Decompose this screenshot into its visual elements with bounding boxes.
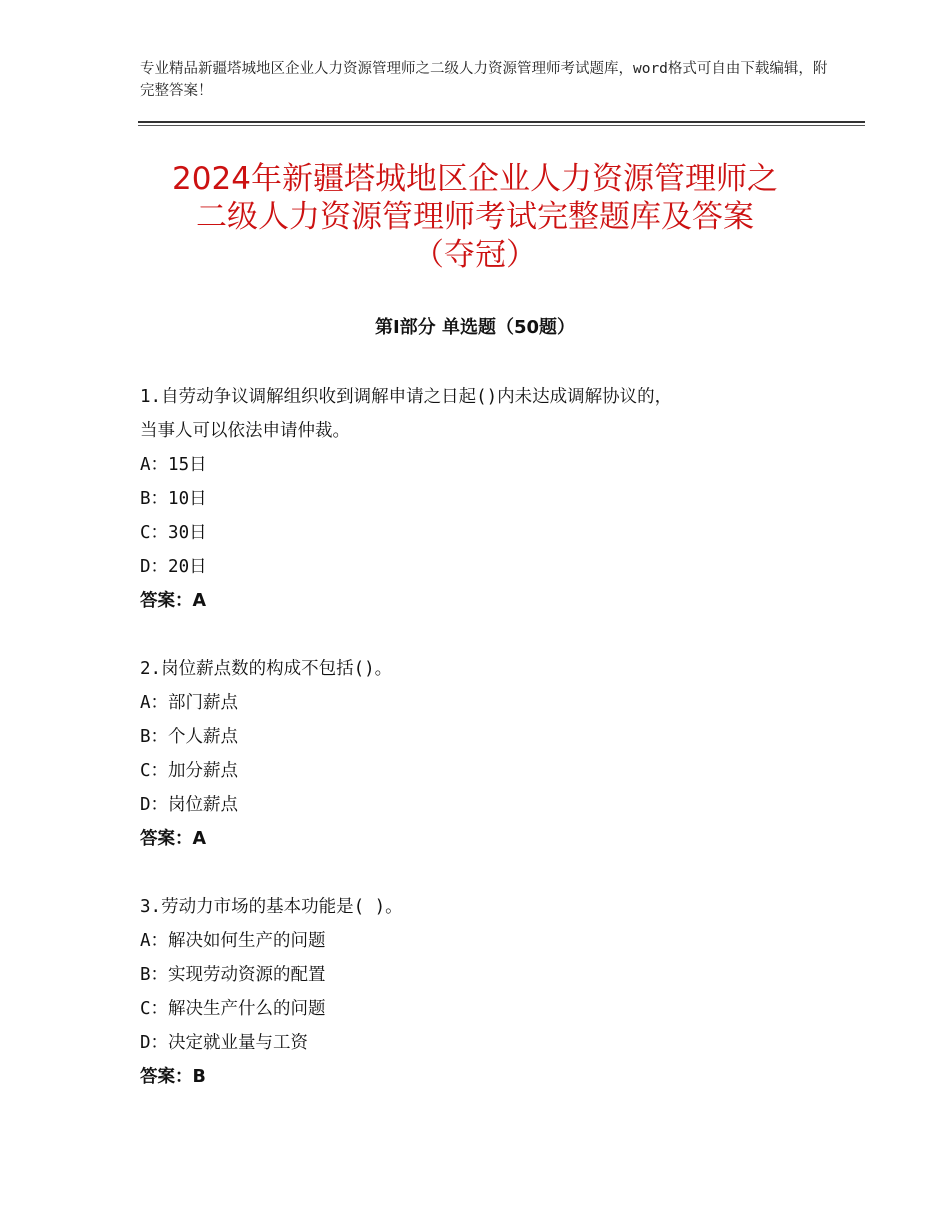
question-item [140,890,800,1094]
option-c: C：解决生产什么的问题 [140,999,326,1019]
question-stem: 3.劳动力市场的基本功能是( )。 [140,897,403,917]
question-stem: 当事人可以依法申请仲裁。 [140,421,350,441]
question-list [140,380,800,1094]
option-b: B：10日 [140,489,207,509]
header-rule-thin [138,125,865,126]
option-a: A：部门薪点 [140,693,239,713]
option-d: D：20日 [140,557,207,577]
title-line: 二级人力资源管理师考试完整题库及答案 [196,199,754,235]
question-stem: 2.岗位薪点数的构成不包括()。 [140,659,393,679]
question-item [140,652,800,856]
title-line: （夺冠） [413,237,537,273]
section-title: 第Ⅰ部分 单选题（50题） [374,317,575,338]
option-b: B：个人薪点 [140,727,239,747]
question-spacer [140,856,800,890]
header-note: 专业精品新疆塔城地区企业人力资源管理师之二级人力资源管理师考试题库，word格式可自由下载编辑，附完整答案！ [140,61,828,99]
header-rule-thick [138,121,865,123]
answer: 答案：A [140,591,207,611]
option-b: B：实现劳动资源的配置 [140,965,326,985]
option-a: A：15日 [140,455,207,475]
option-c: C：30日 [140,523,207,543]
title-line: 2024年新疆塔城地区企业人力资源管理师之 [172,161,778,197]
option-d: D：岗位薪点 [140,795,239,815]
option-c: C：加分薪点 [140,761,239,781]
document-title [100,160,850,274]
option-d: D：决定就业量与工资 [140,1033,309,1053]
question-spacer [140,618,800,652]
question-stem: 1.自劳动争议调解组织收到调解申请之日起()内未达成调解协议的， [140,387,673,407]
answer: 答案：A [140,829,207,849]
option-a: A：解决如何生产的问题 [140,931,326,951]
question-item [140,380,800,618]
answer: 答案：B [140,1067,206,1087]
